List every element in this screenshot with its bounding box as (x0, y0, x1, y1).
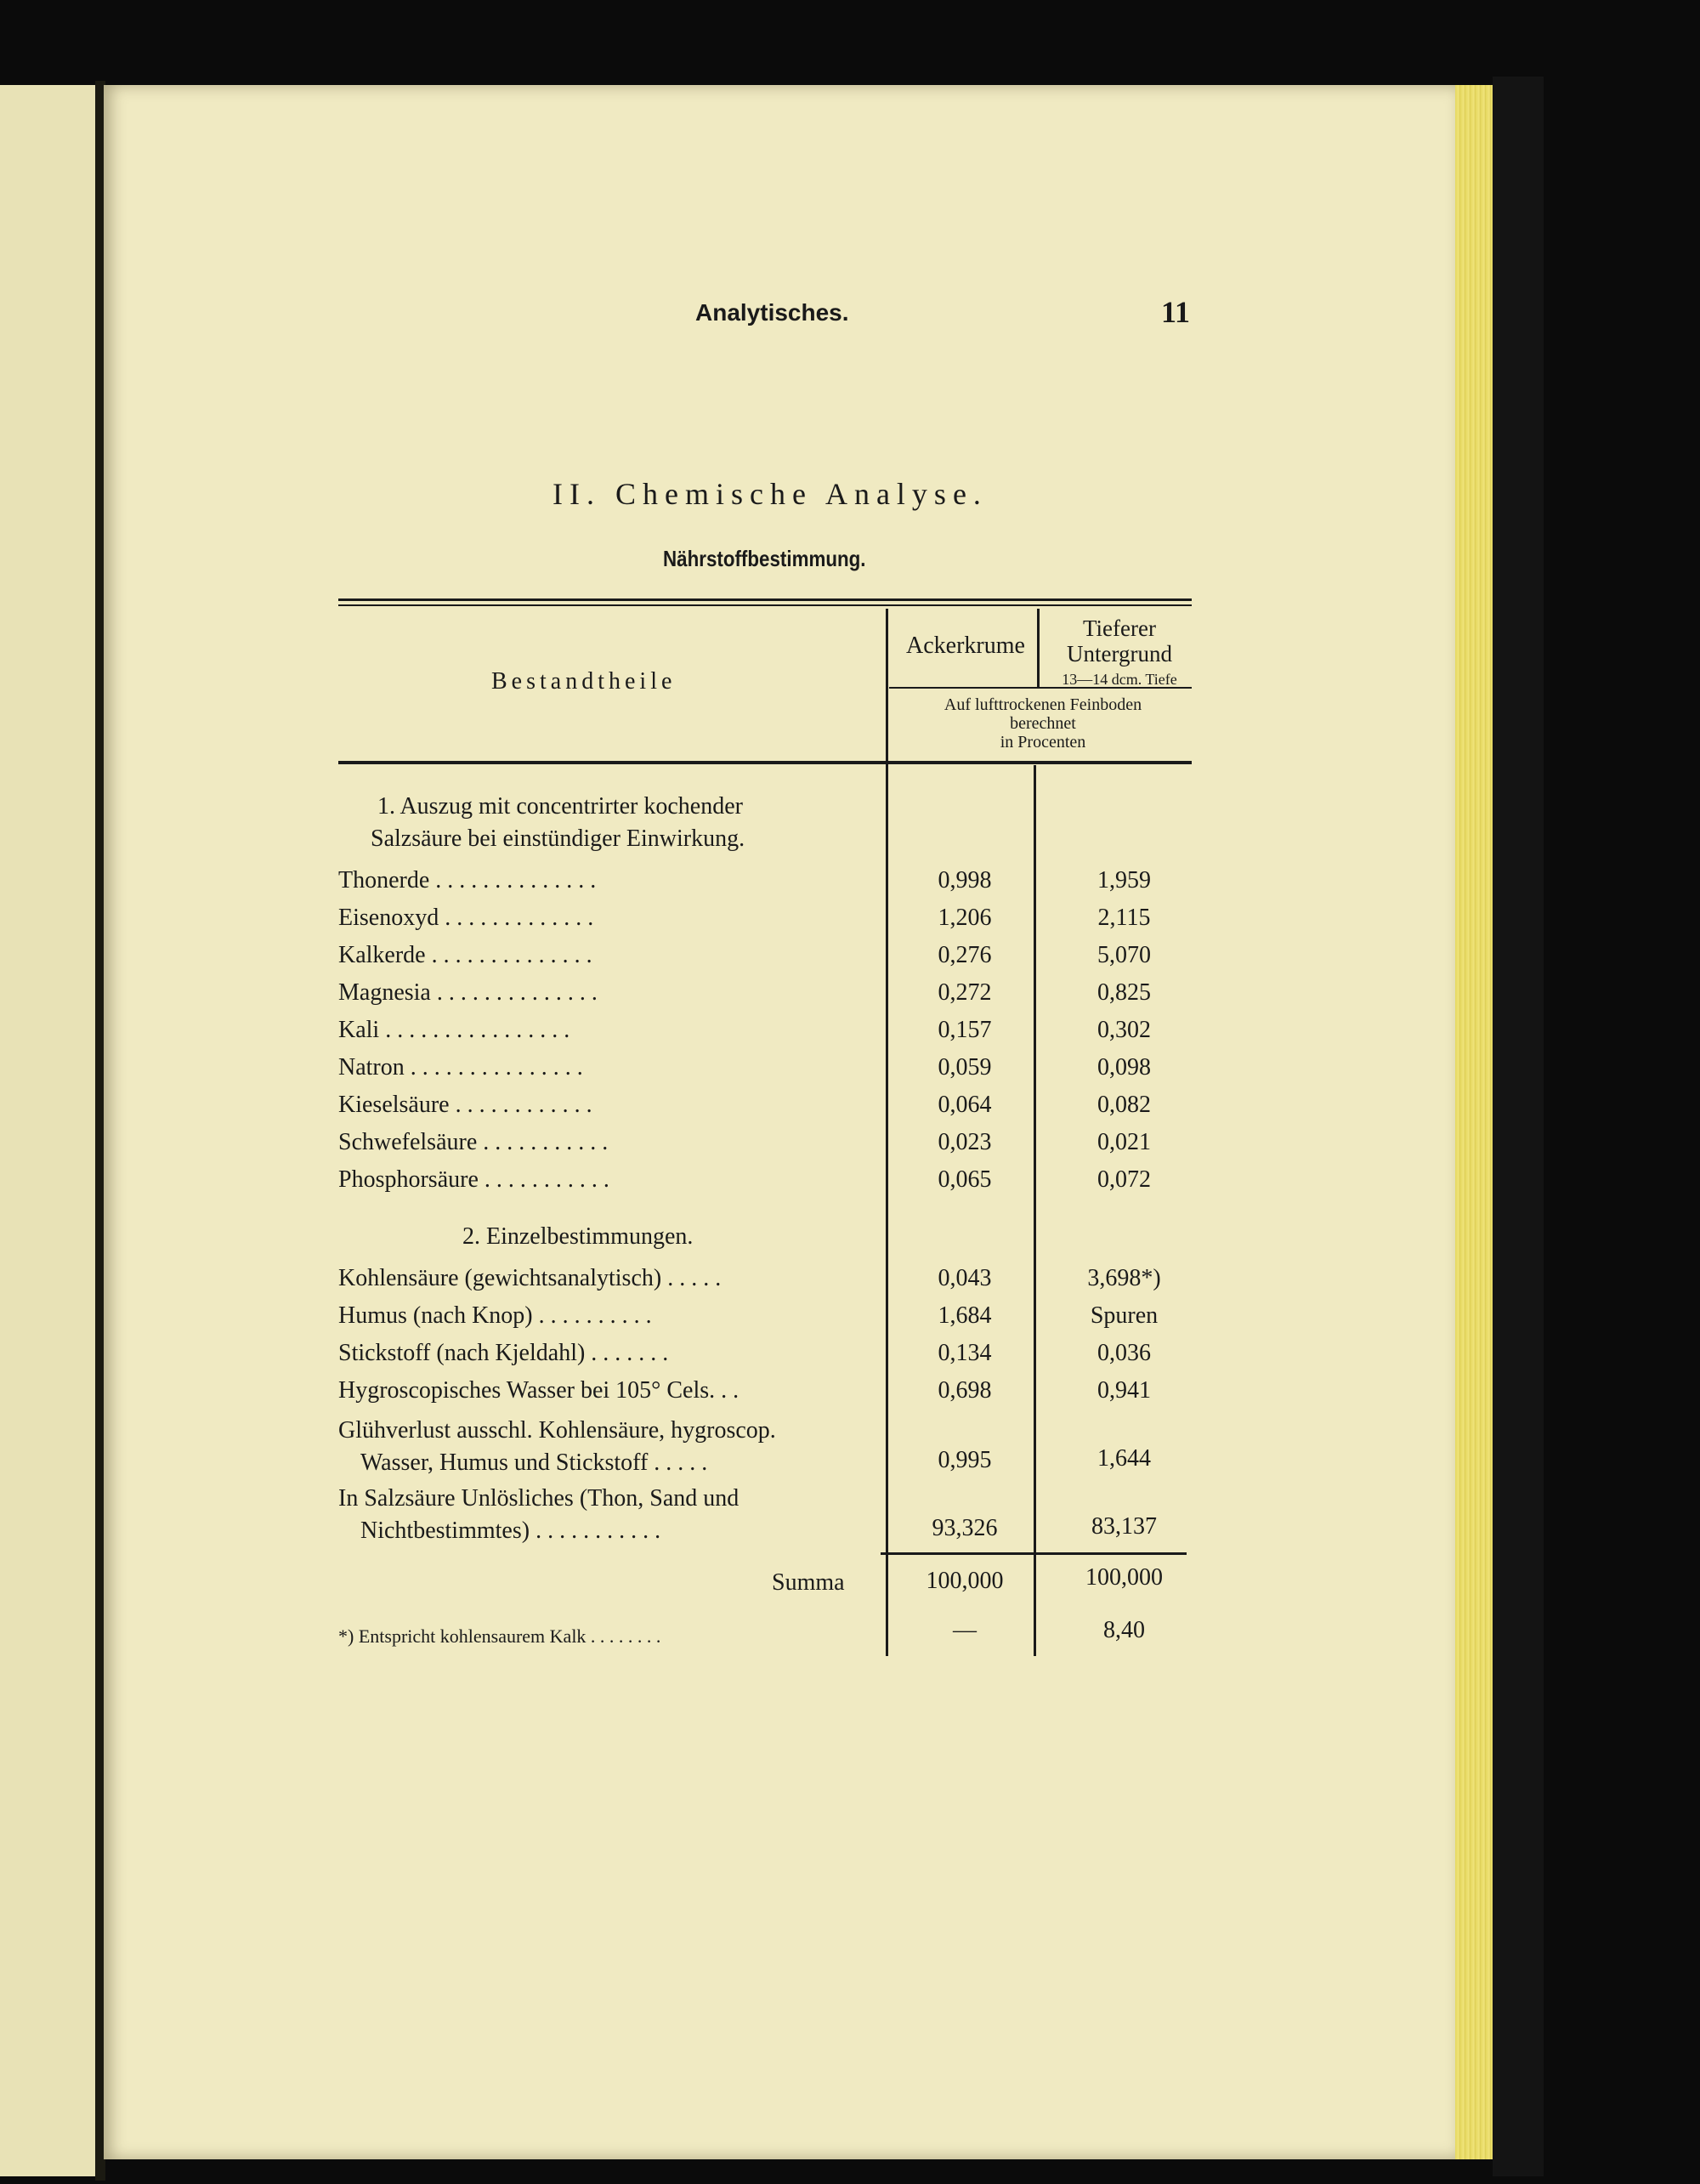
row-label: Magnesia . . . . . . . . . . . . . . (338, 979, 598, 1006)
row-untergrund-value: 0,072 (1097, 1166, 1151, 1193)
facing-page-edge (0, 85, 98, 2176)
table-row (338, 1377, 1197, 1411)
group2-title: 2. Einzelbestimmungen. (462, 1223, 694, 1250)
row-acker-value: 0,272 (938, 979, 992, 1006)
row-acker-value: 0,698 (938, 1377, 992, 1404)
row-label: Kalkerde . . . . . . . . . . . . . . (338, 942, 592, 968)
group1-title-line1: 1. Auszug mit concentrirter kochender (377, 793, 743, 820)
table-row (338, 1302, 1197, 1336)
row-untergrund-value: 0,021 (1097, 1129, 1151, 1155)
footnote: *) Entspricht kohlensaurem Kalk . . . . . . . . (338, 1625, 661, 1647)
row-acker-value: 0,998 (938, 867, 992, 893)
row-label: Thonerde . . . . . . . . . . . . . . (338, 867, 597, 893)
row-label: Humus (nach Knop) . . . . . . . . . . (338, 1302, 652, 1329)
row-label: Stickstoff (nach Kjeldahl) . . . . . . . (338, 1340, 669, 1366)
row-untergrund-value: 3,698*) (1087, 1265, 1161, 1291)
row-acker-value: 0,059 (938, 1054, 992, 1081)
basis-line1: Auf lufttrockenen Feinboden (944, 695, 1142, 714)
table-row (338, 905, 1197, 939)
table-row (338, 1129, 1197, 1163)
table-row (338, 1265, 1197, 1299)
table-row (338, 867, 1197, 901)
row-label: Schwefelsäure . . . . . . . . . . . (338, 1129, 609, 1155)
table-row (338, 1054, 1197, 1088)
row-untergrund-value: 2,115 (1097, 905, 1151, 931)
table-row (338, 942, 1197, 976)
column-header-bestandtheile: Bestandtheile (491, 668, 677, 695)
page-edge-stack (1455, 85, 1493, 2159)
table-row-footnote (338, 1617, 1197, 1651)
column-header-ackerkrume: Ackerkrume (906, 633, 1025, 659)
row-untergrund-value: 83,137 (1091, 1513, 1157, 1540)
row-label-line1: In Salzsäure Unlösliches (Thon, Sand und (338, 1485, 740, 1512)
group1-title-line2: Salzsäure bei einstündiger Einwirkung. (371, 825, 745, 852)
row-acker-value: 0,157 (938, 1017, 992, 1043)
table-top-rule (338, 598, 1192, 601)
row-label-line2: Wasser, Humus und Stickstoff . . . . . (360, 1449, 708, 1476)
row-acker-value: 0,064 (938, 1092, 992, 1118)
row-acker-value: 0,023 (938, 1129, 992, 1155)
section-subtitle: Nährstoffbestimmung. (663, 546, 866, 571)
row-untergrund-value: 0,036 (1097, 1340, 1151, 1366)
row-label: Kali . . . . . . . . . . . . . . . . (338, 1017, 570, 1043)
row-untergrund-value: 0,941 (1097, 1377, 1151, 1404)
untergrund-line2: Untergrund (1067, 641, 1172, 667)
header-bottom-rule (338, 761, 1192, 764)
row-acker-value: 0,043 (938, 1265, 992, 1291)
row-label-line2: Nichtbestimmtes) . . . . . . . . . . . (360, 1517, 661, 1544)
row-untergrund-value: Spuren (1090, 1302, 1159, 1329)
row-untergrund-value: 1,644 (1097, 1445, 1151, 1472)
summa-label: Summa (772, 1569, 845, 1596)
summa-acker-value: 100,000 (926, 1568, 1004, 1594)
table-row (338, 1166, 1197, 1200)
table-row-unloeslich (338, 1483, 1197, 1551)
summa-untergrund-value: 100,000 (1085, 1564, 1163, 1591)
section-title: II. Chemische Analyse. (552, 477, 988, 511)
row-untergrund-value: 1,959 (1097, 867, 1151, 893)
row-label (338, 1483, 857, 1547)
table-row (338, 1092, 1197, 1126)
row-untergrund-value: 0,098 (1097, 1054, 1151, 1081)
row-untergrund-value: 0,302 (1097, 1017, 1151, 1043)
row-acker-value: 0,134 (938, 1340, 992, 1366)
table-row-summa (338, 1564, 1197, 1602)
table-row (338, 979, 1197, 1013)
untergrund-depth: 13—14 dcm. Tiefe (1062, 671, 1177, 688)
basis-line2: berechnet (1010, 714, 1076, 733)
running-title: Analytisches. (695, 299, 849, 326)
row-acker-value: 0,995 (938, 1447, 992, 1473)
column-header-untergrund (1047, 615, 1192, 692)
row-label: Hygroscopisches Wasser bei 105° Cels. . . (338, 1377, 740, 1404)
table-row-gluehverlust (338, 1415, 1197, 1483)
row-label: Phosphorsäure . . . . . . . . . . . (338, 1166, 609, 1193)
row-label: Kieselsäure . . . . . . . . . . . . (338, 1092, 592, 1118)
row-untergrund-value: 0,825 (1097, 979, 1151, 1006)
table-row (338, 1340, 1197, 1374)
row-untergrund-value: 5,070 (1097, 942, 1151, 968)
basis-header (894, 695, 1192, 752)
untergrund-line1: Tieferer (1083, 615, 1156, 641)
group1-title (371, 791, 745, 855)
row-acker-value: 0,276 (938, 942, 992, 968)
row-acker-value: 0,065 (938, 1166, 992, 1193)
footnote-untergrund-value: 8,40 (1103, 1617, 1145, 1643)
footnote-acker-value: — (953, 1617, 977, 1643)
table-row (338, 1017, 1197, 1051)
row-untergrund-value: 0,082 (1097, 1092, 1151, 1118)
row-label (338, 1415, 857, 1479)
row-label: Kohlensäure (gewichtsanalytisch) . . . . . (338, 1265, 722, 1291)
row-acker-value: 1,206 (938, 905, 992, 931)
row-label: Natron . . . . . . . . . . . . . . . (338, 1054, 583, 1081)
row-label-line1: Glühverlust ausschl. Kohlensäure, hygroscop. (338, 1417, 776, 1444)
table-top-rule-2 (338, 604, 1192, 606)
row-acker-value: 93,326 (932, 1515, 998, 1541)
page-number: 11 (1161, 295, 1191, 329)
basis-line3: in Procenten (1000, 733, 1086, 752)
book-cover (1493, 77, 1544, 2176)
row-acker-value: 1,684 (938, 1302, 992, 1329)
row-label: Eisenoxyd . . . . . . . . . . . . . (338, 905, 594, 931)
